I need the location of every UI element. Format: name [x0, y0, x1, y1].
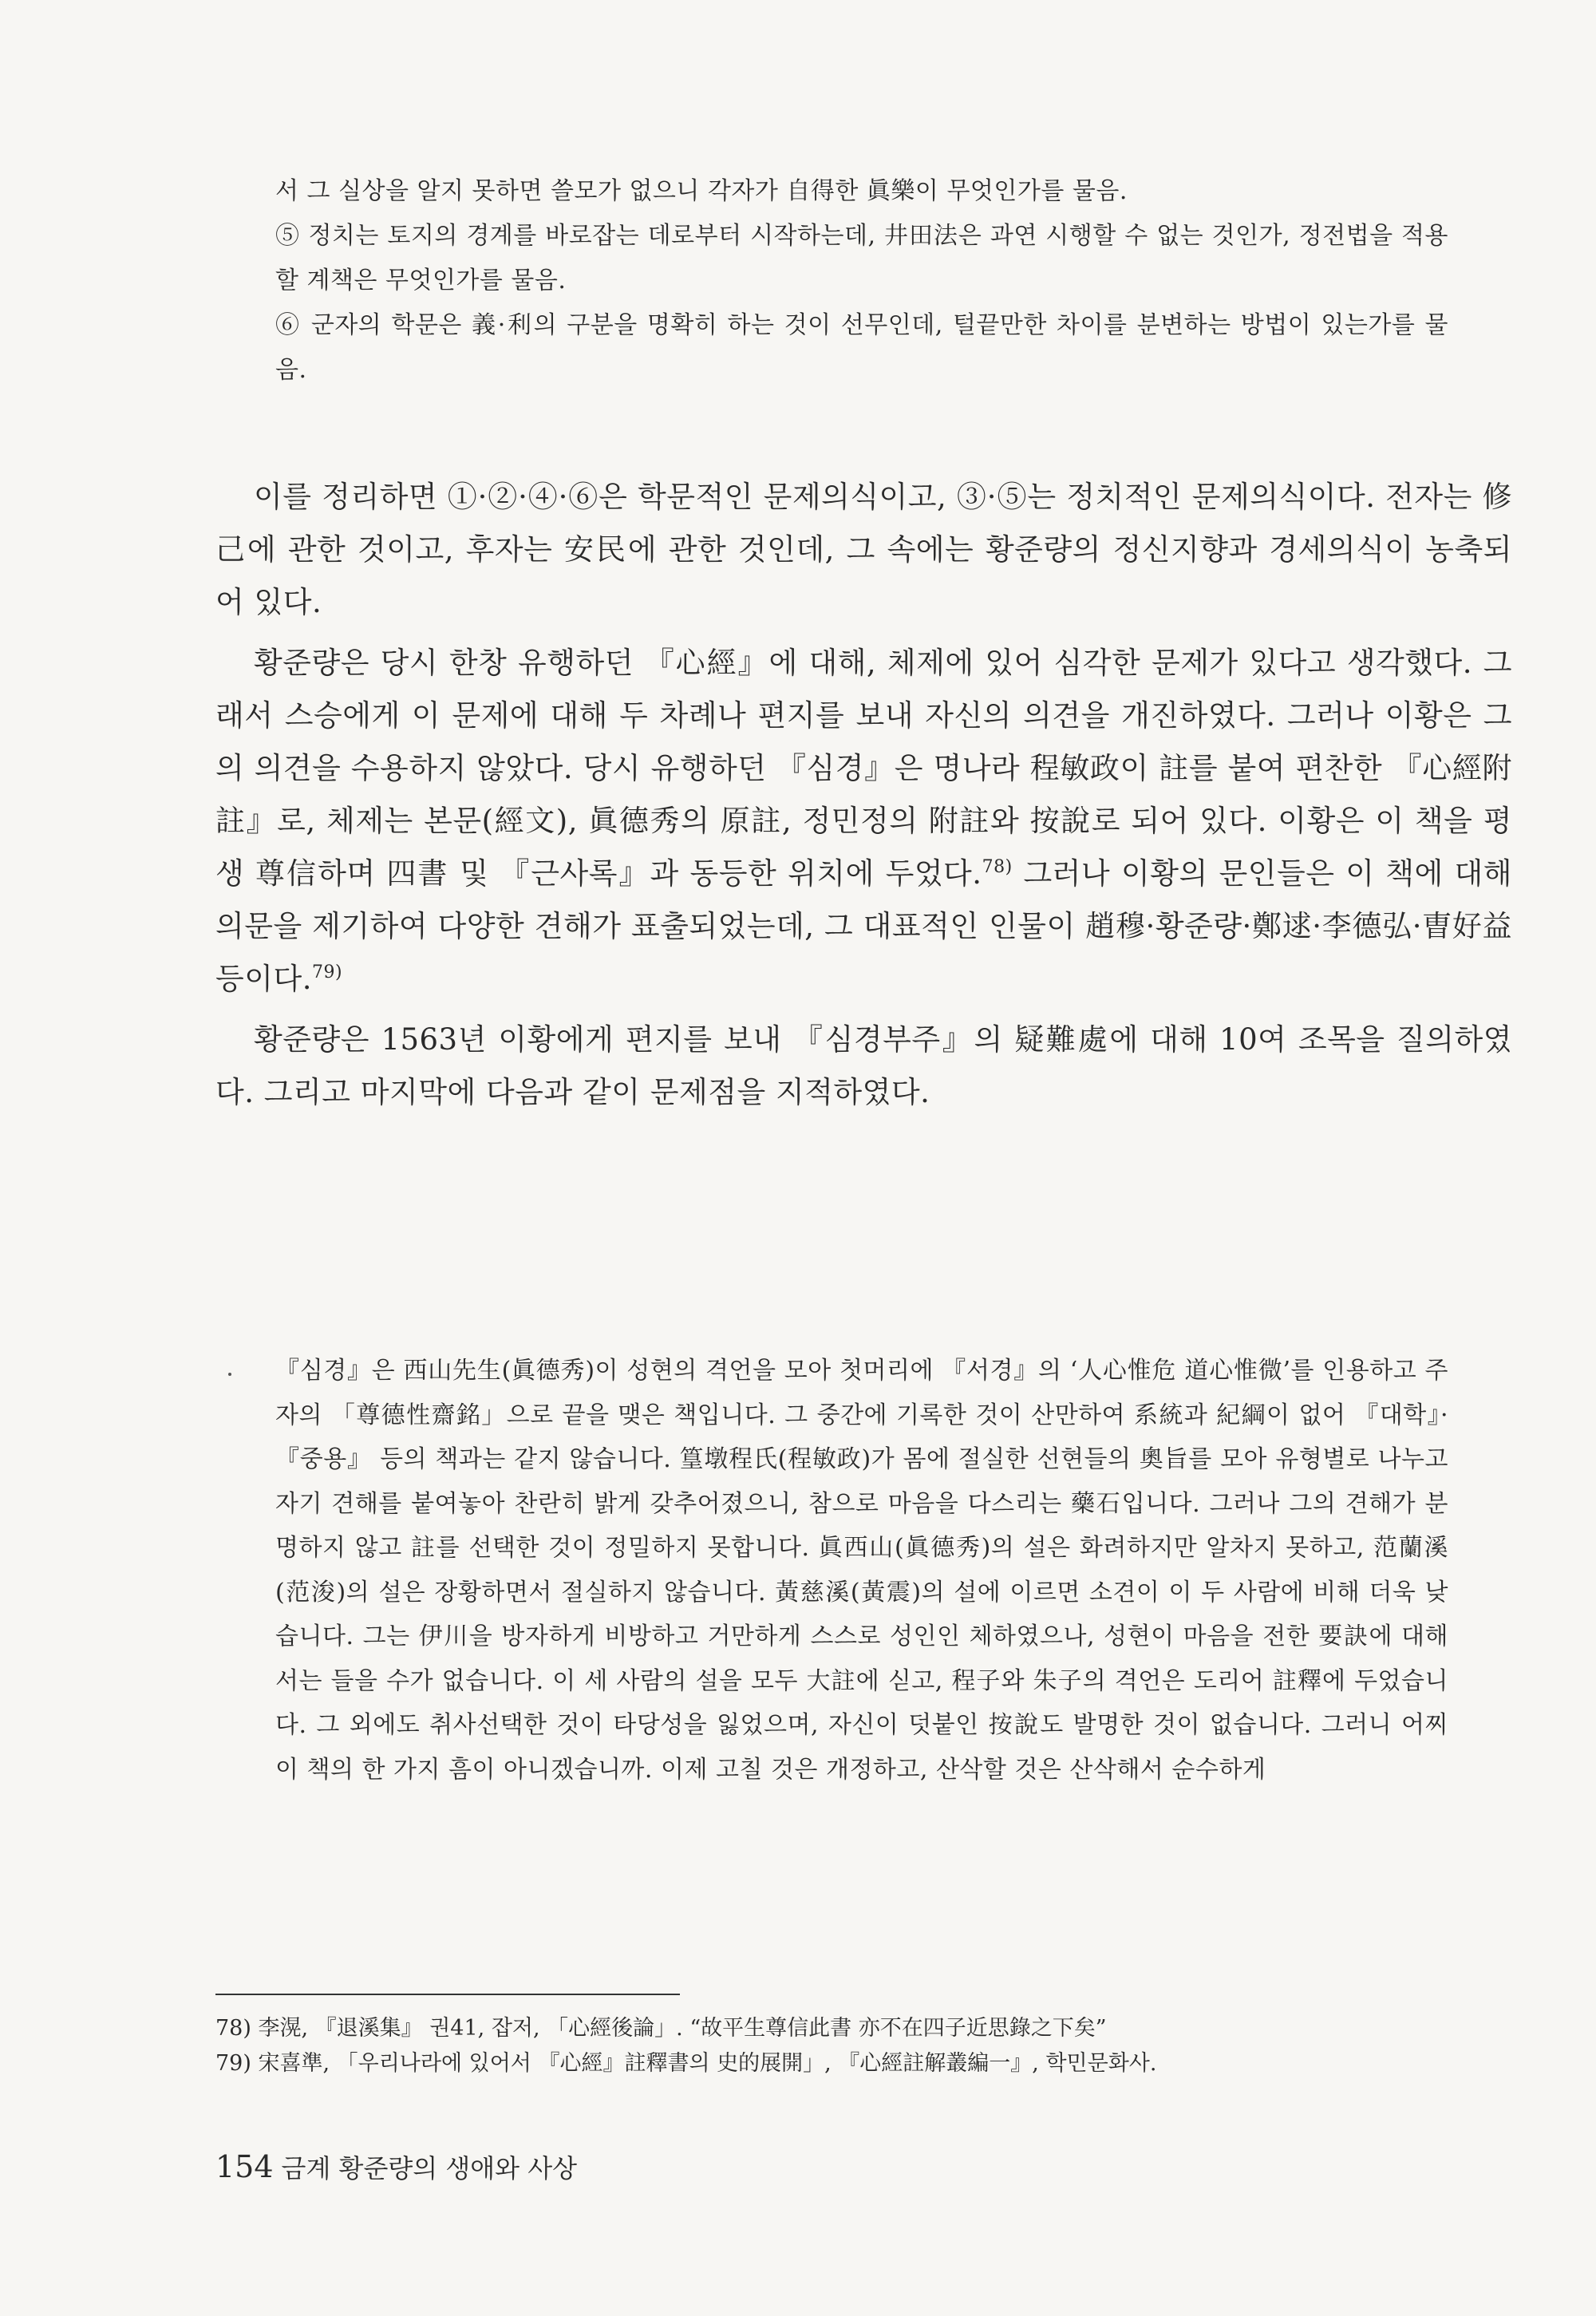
- paragraph-text: 그러나 이황의 문인들은 이 책에 대해 의문을 제기하여 다양한 견해가 표출되었는데, 그 대표적인 인물이 趙穆·황준량·鄭逑·李德弘·曺好益 등이다.: [215, 856, 1513, 996]
- quote-line: ⑤ 정치는 토지의 경계를 바로잡는 데로부터 시작하는데, 井田法은 과연 시행할 수 없는 것인가, 정전법을 적용할 계책은 무엇인가를 물음.: [275, 222, 1448, 294]
- paragraph: 이를 정리하면 ①·②·④·⑥은 학문적인 문제의식이고, ③·⑤는 정치적인 문제의식이다. 전자는 修己에 관한 것이고, 후자는 安民에 관한 것인데, 그 속에는 황준량의 정신지향과 경세의식이 농축되어 있다.: [215, 480, 1512, 619]
- block-quote: [275, 1349, 1448, 1792]
- footnote-divider: [215, 1994, 680, 1995]
- paragraph: 황준량은 1563년 이황에게 편지를 보내 『심경부주』의 疑難處에 대해 10여 조목을 질의하였다. 그리고 마지막에 다음과 같이 문제점을 지적하였다.: [215, 1022, 1512, 1109]
- main-text: [215, 471, 1512, 1127]
- footnotes: [215, 2011, 1512, 2081]
- footnote-ref-79[interactable]: 79): [312, 962, 343, 982]
- top-quote-block: [275, 169, 1448, 393]
- footnote-78: 78) 李滉, 『退溪集』 권41, 잡저, 「心經後論」. “故平生尊信此書 亦不在四子近思錄之下矣”: [215, 2016, 1107, 2041]
- footnote-79: 79) 宋喜準, 「우리나라에 있어서 『心經』註釋書의 史的展開」, 『心經註解叢編一』, 학민문화사.: [215, 2051, 1157, 2076]
- page-footer: [215, 2151, 577, 2184]
- quote-line: ⑥ 군자의 학문은 義·利의 구분을 명확히 하는 것이 선무인데, 털끝만한 차이를 분변하는 방법이 있는가를 물음.: [275, 311, 1448, 384]
- scan-mark: [228, 1373, 231, 1376]
- footnote-ref-78[interactable]: 78): [982, 857, 1013, 877]
- paragraph-text: 황준량은 당시 한창 유행하던 『心經』에 대해, 체제에 있어 심각한 문제가 있다고 생각했다. 그래서 스승에게 이 문제에 대해 두 차례나 편지를 보내 자신의 의견을 개진하였다. 그러나 이황은 그의 의견을 수용하지 않았다. 당시 유행하던 『심경』은 명나라 程敏政이 註를 붙여 편찬한 『心經附註』로, 체제는 본문(經文), 眞德秀의 原註, 정민정의 附註와 按說로 되어 있다. 이황은 이 책을 평생 尊信하며 四書 및 『근사록』과 동등한 위치에 두었다.: [215, 646, 1512, 891]
- page-number: 154: [215, 2149, 274, 2184]
- paragraph: [215, 637, 1512, 1006]
- running-title: 금계 황준량의 생애와 사상: [281, 2153, 578, 2184]
- quote-line: 서 그 실상을 알지 못하면 쓸모가 없으니 각자가 自得한 眞樂이 무엇인가를 물음.: [275, 177, 1128, 205]
- block-quote-text: 『심경』은 西山先生(眞德秀)이 성현의 격언을 모아 첫머리에 『서경』의 ‘人心惟危 道心惟微’를 인용하고 주자의 「尊德性齋銘」으로 끝을 맺은 책입니다. 그 중간에 기록한 것이 산만하여 系統과 紀綱이 없어 『대학』·『중용』 등의 책과는 같지 않습니다. 篁墩程氏(程敏政)가 몸에 절실한 선현들의 奧旨를 모아 유형별로 나누고 자기 견해를 붙여놓아 찬란히 밝게 갖추어졌으니, 참으로 마음을 다스리는 藥石입니다. 그러나 그의 견해가 분명하지 않고 註를 선택한 것이 정밀하지 못합니다. 眞西山(眞德秀)의 설은 화려하지만 알차지 못하고, 范蘭溪(范浚)의 설은 장황하면서 절실하지 않습니다. 黃慈溪(黃震)의 설에 이르면 소견이 이 두 사람에 비해 더욱 낮습니다. 그는 伊川을 방자하게 비방하고 거만하게 스스로 성인인 체하였으나, 성현이 마음을 전한 要訣에 대해서는 들을 수가 없습니다. 이 세 사람의 설을 모두 大註에 싣고, 程子와 朱子의 격언은 도리어 註釋에 두었습니다. 그 외에도 취사선택한 것이 타당성을 잃었으며, 자신이 덧붙인 按說도 발명한 것이 없습니다. 그러니 어찌 이 책의 한 가지 흠이 아니겠습니까. 이제 고칠 것은 개정하고, 산삭할 것은 산삭해서 순수하게: [275, 1357, 1448, 1784]
